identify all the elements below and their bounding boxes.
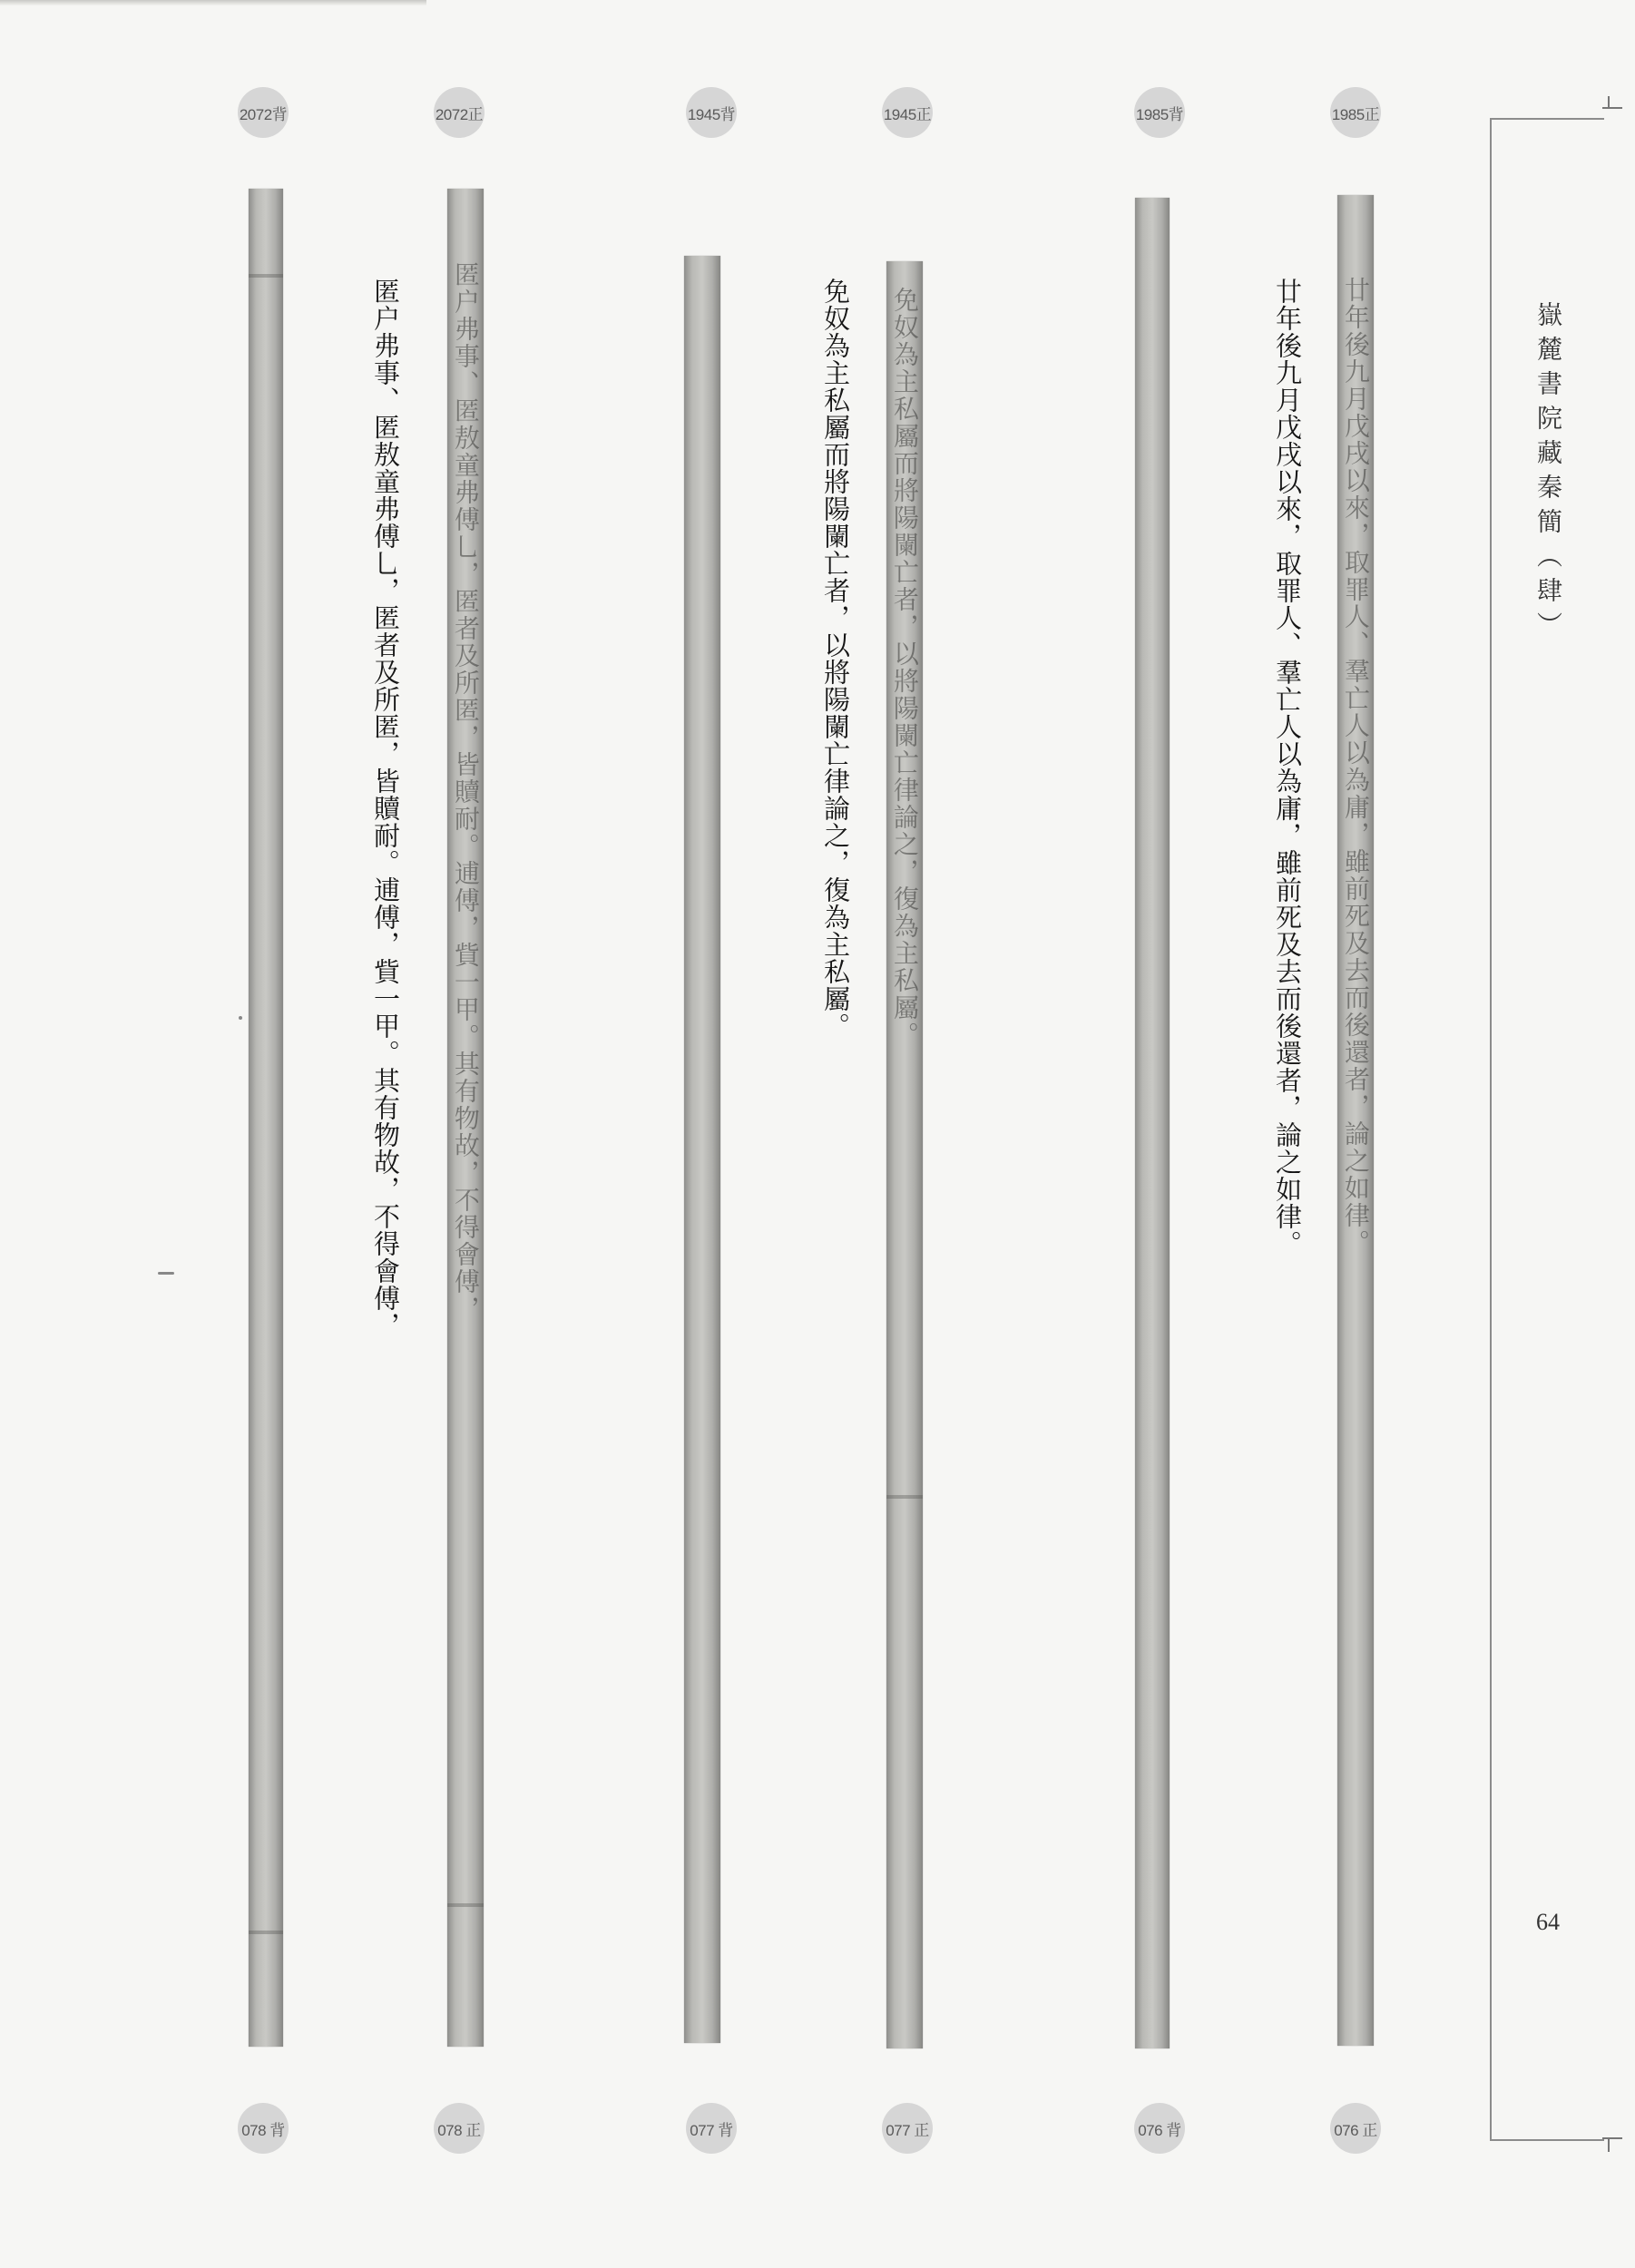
slip-076-ink: 廿年後九月戊戌以來，取罪人、羣亡人以為庸，雖前死及去而後還者，論之如律。: [1340, 277, 1371, 1256]
side-panel: [1490, 118, 1604, 2141]
book-title: 嶽麓書院藏秦簡（肆）: [1533, 301, 1563, 646]
transcription-slip-076: 廿年後九月戊戌以來，取罪人、羣亡人以為庸，雖前死及去而後還者，論之如律。: [1272, 278, 1303, 1257]
crop-mark-top-tick: [1608, 96, 1610, 109]
slip-076-front: [1337, 195, 1374, 2046]
label-078-front: 078 正: [434, 2103, 485, 2154]
label-076-back: 076 背: [1134, 2103, 1185, 2154]
label-077-front: 077 正: [882, 2103, 933, 2154]
label-2072-front: 2072正: [434, 87, 485, 138]
label-1985-front: 1985正: [1330, 87, 1381, 138]
crop-mark-bottom-tick: [1608, 2139, 1610, 2152]
label-1985-back: 1985背: [1134, 87, 1185, 138]
slip-078-back: [249, 189, 283, 2047]
scan-speck: [158, 1272, 174, 1275]
slip-078-front: [447, 189, 484, 2047]
crop-mark-bottom: [1602, 2137, 1622, 2139]
label-1945-back: 1945背: [686, 87, 737, 138]
slip-077-ink: 免奴為主私屬而將陽闌亡者，以將陽闌亡律論之，復為主私屬。: [889, 287, 920, 1049]
label-076-front: 076 正: [1330, 2103, 1381, 2154]
slip-077-back: [684, 256, 720, 2043]
crop-mark-top: [1602, 107, 1622, 109]
slip-078-ink: 匿户弗事、匿敖童弗傅乚，匿者及所匿，皆贖耐。逋傅，貲一甲。其有物故，不得會傅，: [450, 261, 481, 1323]
label-077-back: 077 背: [686, 2103, 737, 2154]
scan-page-edge: [0, 0, 426, 5]
slip-077-front: [886, 261, 923, 2048]
slip-076-back: [1135, 198, 1170, 2048]
page-number: 64: [1536, 1909, 1560, 1935]
transcription-slip-077: 免奴為主私屬而將陽闌亡者，以將陽闌亡律論之，復為主私屬。: [820, 278, 851, 1040]
label-1945-front: 1945正: [882, 87, 933, 138]
transcription-slip-078: 匿户弗事、匿敖童弗傅乚，匿者及所匿，皆贖耐。逋傅，貲一甲。其有物故，不得會傅，: [370, 278, 401, 1339]
scan-speck: [239, 1016, 242, 1020]
label-2072-back: 2072背: [238, 87, 289, 138]
label-078-back: 078 背: [238, 2103, 289, 2154]
